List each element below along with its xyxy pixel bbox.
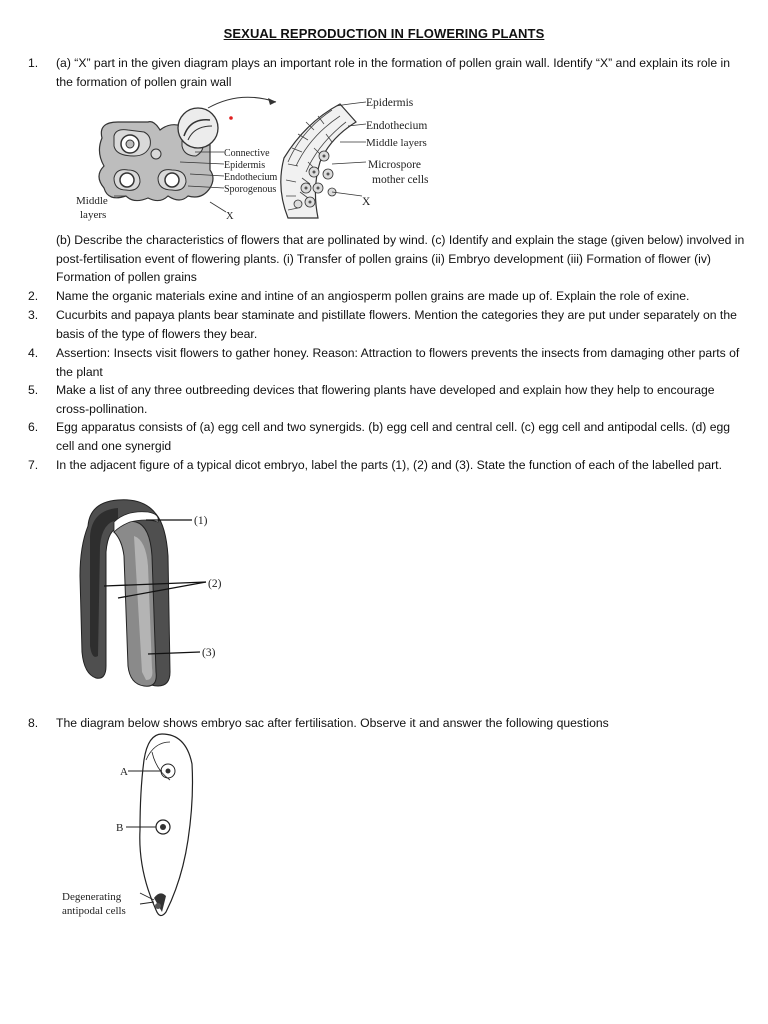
question-2 — [28, 287, 748, 306]
embryo-label-2: (2) — [208, 578, 222, 590]
page-title: SEXUAL REPRODUCTION IN FLOWERING PLANTS — [223, 26, 545, 41]
question-text: Assertion: Insects visit flowers to gather honey. Reason: Attraction to flowers prevents the insects from damaging other parts of the plant — [56, 346, 740, 379]
label-connective: Connective — [224, 148, 270, 159]
question-1b — [28, 231, 748, 287]
label-mother-cells: mother cells — [372, 174, 429, 186]
label-epidermis-small: Epidermis — [224, 160, 266, 171]
red-dot-marker — [229, 116, 233, 120]
sac-label-antipodal: antipodal cells — [62, 905, 126, 917]
dicot-embryo-diagram — [74, 496, 244, 692]
question-text: (a) “X” part in the given diagram plays an important role in the formation of pollen grain wall. Identify “X” and explain its role in the formation of pollen grain wall — [56, 56, 731, 89]
question-number: 7. — [28, 458, 39, 472]
question-number: 5. — [28, 383, 39, 397]
question-text: (b) Describe the characteristics of flowers that are pollinated by wind. (c) Identify and explain the stage (given below) involved in post-fertilisation event of flowering plants. (i) Transfer of pollen grains (ii) Embryo development (iii) Formation of flower (iv) Formation of pollen grains — [56, 233, 745, 285]
question-number: 8. — [28, 716, 39, 730]
question-number: 6. — [28, 420, 39, 434]
label-middle: Middle — [76, 195, 108, 207]
question-text: In the adjacent figure of a typical dicot embryo, label the parts (1), (2) and (3). State the function of each of the labelled part. — [56, 458, 722, 472]
question-5 — [28, 381, 748, 418]
label-sporogenous: Sporogenous — [224, 184, 277, 195]
question-6 — [28, 418, 748, 455]
question-text: Cucurbits and papaya plants bear staminate and pistillate flowers. Mention the categories they are put under separately on the basis of the type of flowers they bear. — [56, 308, 737, 341]
question-text: Name the organic materials exine and intine of an angiosperm pollen grains are made up of. Explain the role of exine. — [56, 289, 690, 303]
anther-diagram — [70, 92, 470, 228]
label-endothecium-small: Endothecium — [224, 172, 278, 183]
sac-label-degenerating: Degenerating — [62, 891, 122, 903]
question-number: 4. — [28, 346, 39, 360]
label-endothecium: Endothecium — [366, 120, 428, 132]
question-3 — [28, 306, 748, 343]
embryo-label-3: (3) — [202, 647, 216, 659]
question-text: Make a list of any three outbreeding devices that flowering plants have developed and explain how they help to encourage cross-pollination. — [56, 383, 715, 416]
question-1a — [28, 54, 748, 91]
question-number: 2. — [28, 289, 39, 303]
question-number: 3. — [28, 308, 39, 322]
label-x-right: X — [362, 196, 371, 208]
label-x-bottom: X — [226, 211, 234, 222]
label-layers: layers — [80, 209, 107, 221]
sac-label-a: A — [120, 766, 128, 778]
question-text: The diagram below shows embryo sac after fertilisation. Observe it and answer the following questions — [56, 716, 609, 730]
label-epidermis: Epidermis — [366, 97, 414, 109]
sac-label-b: B — [116, 822, 124, 834]
question-7 — [28, 456, 748, 475]
question-number: 1. — [28, 56, 39, 70]
label-middle-layers: Middle layers — [366, 137, 427, 149]
question-text: Egg apparatus consists of (a) egg cell and two synergids. (b) egg cell and central cell. (c) egg cell and antipodal cells. (d) egg cell and one synergid — [56, 420, 731, 453]
embryo-label-1: (1) — [194, 515, 208, 527]
embryo-sac-diagram — [58, 730, 218, 922]
label-microspore: Microspore — [368, 159, 422, 171]
question-4 — [28, 344, 748, 381]
